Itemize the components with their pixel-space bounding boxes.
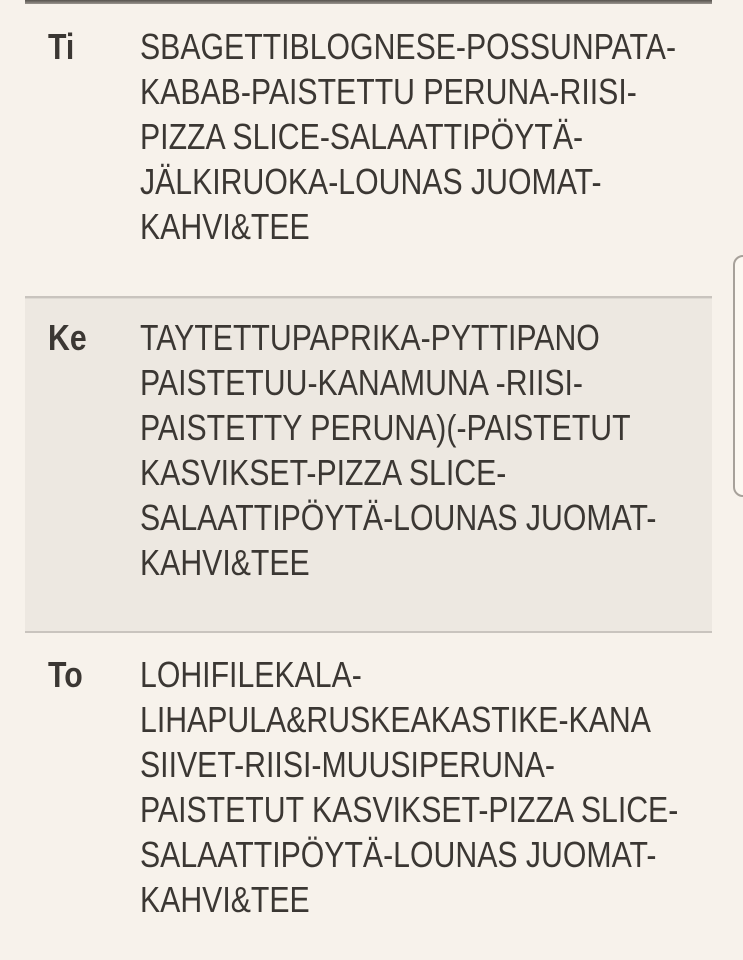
content-top-edge	[25, 0, 712, 4]
menu-text-line: TAYTETTUPAPRIKA-PYTTIPANO	[140, 317, 600, 358]
weekly-menu-list	[0, 5, 743, 960]
menu-text-line: PAISTETTY PERUNA)(-PAISTETUT	[140, 407, 631, 448]
day-label-to: To	[48, 654, 83, 695]
menu-text-line: JÄLKIRUOKA-LOUNAS JUOMAT-	[140, 161, 602, 202]
menu-text-line: KABAB-PAISTETTU PERUNA-RIISI-	[140, 71, 637, 112]
menu-text-line: LIHAPULA&RUSKEAKASTIKE-KANA	[140, 699, 651, 740]
menu-text-line: LOHIFILEKALA-	[140, 654, 362, 695]
menu-text-line: PIZZA SLICE-SALAATTIPÖYTÄ-	[140, 116, 584, 157]
menu-text-line: SALAATTIPÖYTÄ-LOUNAS JUOMAT-	[140, 497, 657, 538]
menu-text-line: PAISTETUT KASVIKSET-PIZZA SLICE-	[140, 789, 679, 830]
menu-text-ti	[140, 24, 712, 249]
menu-row-to	[0, 633, 743, 960]
day-label-ke: Ke	[48, 317, 87, 358]
menu-text-line: KAHVI&TEE	[140, 879, 310, 920]
menu-text-to	[140, 652, 712, 922]
menu-text-line: PAISTETUU-KANAMUNA -RIISI-	[140, 362, 584, 403]
menu-row-ke	[25, 296, 712, 633]
day-label-ti: Ti	[48, 26, 75, 67]
menu-text-line: KAHVI&TEE	[140, 542, 310, 583]
menu-text-line: SALAATTIPÖYTÄ-LOUNAS JUOMAT-	[140, 834, 657, 875]
scrollbar-thumb[interactable]	[733, 255, 743, 497]
menu-text-line: KASVIKSET-PIZZA SLICE-	[140, 452, 507, 493]
menu-text-line: SBAGETTIBLOGNESE-POSSUNPATA-	[140, 26, 677, 67]
menu-text-line: KAHVI&TEE	[140, 206, 310, 247]
menu-row-ti	[0, 5, 743, 296]
menu-text-ke	[140, 315, 706, 585]
menu-text-line: SIIVET-RIISI-MUUSIPERUNA-	[140, 744, 556, 785]
